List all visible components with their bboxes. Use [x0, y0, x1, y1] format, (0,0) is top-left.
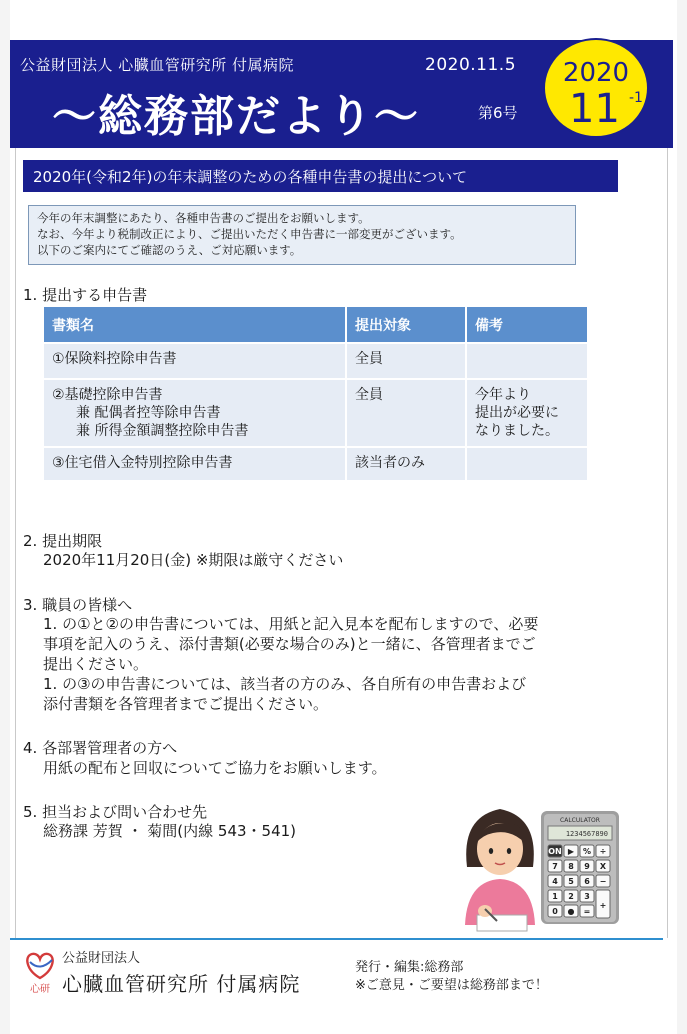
hospital-logo [20, 948, 60, 994]
calculator-brand: CALCULATOR [560, 817, 600, 824]
cell-target: 該当者のみ [346, 447, 466, 481]
header-banner [10, 40, 673, 148]
section-3-line: 1. の③の申告書については、該当者の方のみ、各自所有の申告書および [43, 675, 527, 693]
calculator-display: 1234567890 [565, 830, 608, 838]
cell-form-name [44, 379, 346, 447]
section-2-heading: 2. 提出期限 [23, 532, 103, 550]
calculator-key-label: ON [548, 847, 562, 856]
calculator-key-label: % [582, 847, 592, 856]
table-row [44, 379, 588, 447]
calculator-key-label: 7 [552, 862, 558, 871]
badge-year: 2020 [562, 58, 630, 88]
cell-note [466, 379, 588, 447]
badge-sub: -1 [629, 90, 643, 106]
section-3-line: 事項を記入のうえ、添付書類(必要な場合のみ)と一緒に、各管理者までご [43, 635, 536, 653]
calculator-key-label: 6 [584, 877, 590, 886]
cell-note [466, 447, 588, 481]
section-3-line: 提出ください。 [43, 655, 149, 673]
cell-note [466, 343, 588, 379]
calculator-key-label: + [599, 901, 607, 910]
logo-text: 心研 [30, 984, 50, 994]
table-row [44, 343, 588, 379]
cell-target: 全員 [346, 379, 466, 447]
form-name-sub: 兼 配偶者控等除申告書 [76, 405, 221, 421]
footer-publisher: 発行・編集:総務部 [355, 960, 464, 975]
calculator-key-label: 2 [568, 892, 574, 901]
section-3-line: 1. の①と②の申告書については、用紙と記入見本を配布しますので、必要 [43, 615, 539, 633]
section-3-heading: 3. 職員の皆様へ [23, 596, 133, 614]
form-name: ①保険料控除申告書 [52, 351, 177, 367]
form-name: ③住宅借入金特別控除申告書 [52, 455, 233, 471]
section-5-heading: 5. 担当および問い合わせ先 [23, 803, 208, 821]
calculator-key-label: 5 [568, 877, 574, 886]
forms-table [44, 307, 589, 482]
note-line: 今年より [475, 387, 531, 403]
section-3-line: 添付書類を各管理者までご提出ください。 [43, 695, 329, 713]
cell-form-name [44, 343, 346, 379]
col-header-target: 提出対象 [346, 307, 466, 343]
footer-note: ※ご意見・ご要望は総務部まで！ [355, 978, 548, 993]
header-org: 公益財団法人 心臓血管研究所 付属病院 [20, 56, 295, 74]
footer-org-line2: 心臓血管研究所 付属病院 [62, 972, 301, 996]
footer-divider [10, 938, 663, 940]
notice-line: 今年の年末調整にあたり、各種申告書のご提出をお願いします。 [37, 211, 370, 225]
calculator-key-label: 3 [584, 892, 590, 901]
issue-date: 2020.11.5 [425, 55, 517, 75]
section-5-body: 総務課 芳賀 ・ 菊間(内線 543・541) [43, 822, 297, 840]
note-line: 提出が必要に [475, 405, 559, 421]
calculator-key-label: 9 [584, 862, 590, 871]
col-header-note: 備考 [466, 307, 588, 343]
calculator-key-label: 4 [552, 877, 558, 886]
issue-number: 第6号 [478, 104, 518, 122]
form-name: ②基礎控除申告書 [52, 387, 163, 403]
calculator-key-label: 8 [568, 862, 574, 871]
calculator-key-label: ▶ [567, 847, 575, 856]
section-2-body: 2020年11月20日(金) ※期限は厳守ください [43, 551, 344, 569]
col-header-name: 書類名 [44, 307, 346, 343]
cell-target: 全員 [346, 343, 466, 379]
calculator-key-label: 0 [552, 907, 558, 916]
newsletter-title: 〜総務部だより〜 [52, 91, 420, 142]
newsletter-page [10, 0, 677, 1034]
footer-org-line1: 公益財団法人 [62, 951, 141, 966]
form-name-sub: 兼 所得金額調整控除申告書 [76, 423, 249, 439]
calculator-key-label: 1 [552, 892, 558, 901]
notice-line: 以下のご案内にてご確認のうえ、ご対応願います。 [37, 243, 302, 257]
calculator-key-label: X [599, 862, 607, 871]
table-header-row [44, 307, 588, 343]
notice-line: なお、今年より税制改正により、ご提出いただく申告書に一部変更がございます。 [37, 227, 462, 241]
section-4-body: 用紙の配布と回収についてご協力をお願いします。 [43, 759, 387, 777]
section-3-body [43, 614, 538, 714]
calculator-key-label: = [583, 907, 591, 916]
month-badge [543, 38, 649, 138]
table-row [44, 447, 588, 481]
note-line: なりました。 [475, 423, 559, 439]
badge-month: 11 [569, 86, 620, 132]
section-4-heading: 4. 各部署管理者の方へ [23, 739, 178, 757]
calculator-key-label: ● [567, 907, 575, 916]
subtitle-bar: 2020年(令和2年)の年末調整のための各種申告書の提出について [23, 160, 618, 192]
section-1-heading: 1. 提出する申告書 [23, 286, 148, 304]
calculator-illustration [540, 810, 620, 925]
calculator-key-label: ÷ [599, 847, 607, 856]
calculator-key-label: − [599, 877, 607, 886]
woman-illustration [455, 795, 545, 935]
cell-form-name [44, 447, 346, 481]
notice-box [28, 205, 576, 265]
